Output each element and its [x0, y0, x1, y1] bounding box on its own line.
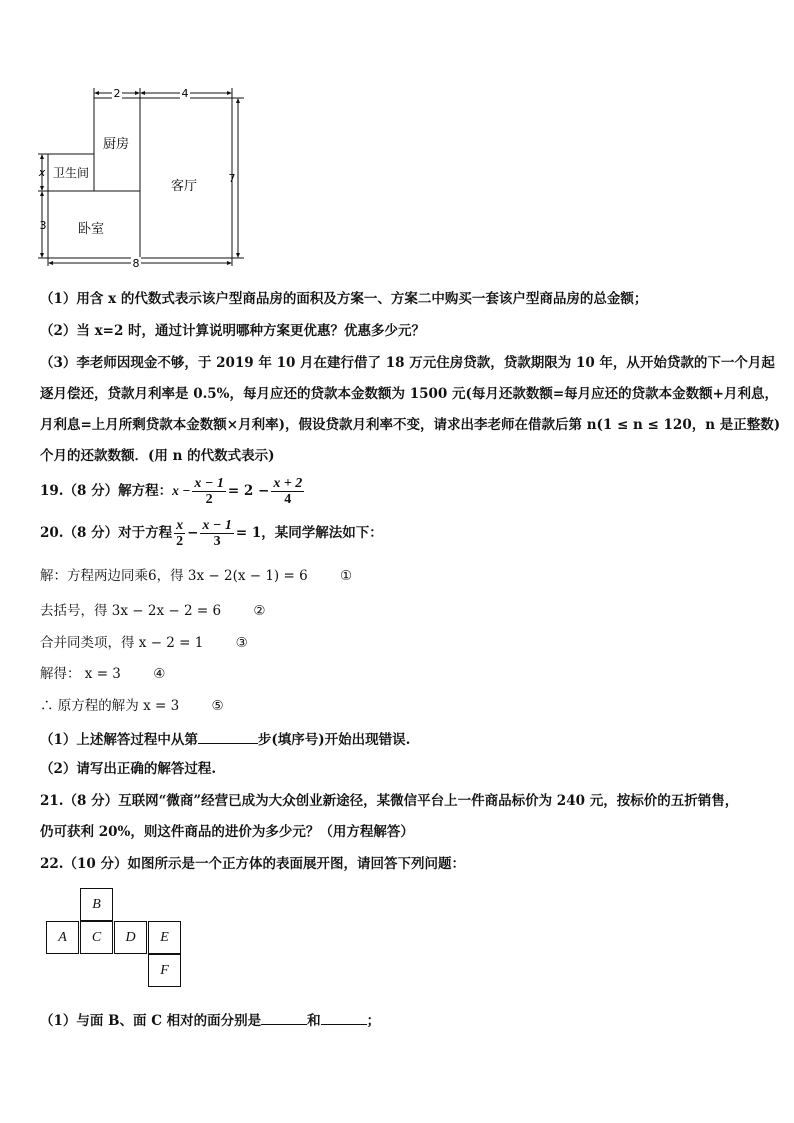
q20-step2-mark: ②: [253, 603, 266, 619]
q19-equals: = 2 −: [227, 483, 270, 499]
q20-step4: [40, 665, 165, 683]
room-label-bedroom: 卧室: [77, 222, 105, 237]
q18-part3-line3: 月利息=上月所剩贷款本金数额×月利率)，假设贷款月利率不变，请求出李老师在借款后第 n(1 ≤ n ≤ 120，n 是正整数): [40, 417, 781, 433]
q20-step3-mark: ③: [235, 635, 248, 651]
q20-fraction-2-den: 3: [213, 533, 221, 549]
net-face-a: A: [46, 921, 79, 954]
q20-fraction-2: [200, 518, 233, 549]
q19-fraction-2: [271, 476, 304, 507]
dim-top-left-label: 2: [113, 87, 121, 100]
q22-part1-text: （1）与面 B、面 C 相对的面分别是: [40, 1013, 262, 1029]
net-face-d: D: [114, 921, 147, 954]
q20-step5-mark: ⑤: [211, 698, 224, 714]
net-face-b: B: [80, 888, 113, 921]
dim-right-label: 7: [228, 172, 236, 185]
q19-heading: 19.（8 分）解方程：: [40, 483, 173, 499]
q22-part1: [40, 1010, 380, 1030]
q19-term-x: x −: [172, 483, 191, 498]
q19-fraction-2-den: 4: [284, 491, 292, 507]
q22-part1-blank-2[interactable]: [321, 1010, 367, 1025]
q19-fraction-1-num: x − 1: [194, 475, 224, 491]
q19-line: [40, 471, 306, 511]
q20-step2-text: 去括号，得 3x − 2x − 2 = 6: [40, 603, 222, 619]
room-label-bathroom: 卫生间: [52, 166, 90, 180]
living-room: [140, 98, 232, 258]
net-face-e: E: [148, 921, 181, 954]
q22-heading: 22.（10 分）如图所示是一个正方体的表面展开图，请回答下列问题：: [40, 856, 465, 872]
net-face-f: F: [148, 954, 181, 987]
q20-part1-text-a: （1）上述解答过程中从第: [40, 732, 198, 748]
q20-part1-blank[interactable]: [198, 729, 258, 744]
q18-part3-line1: （3）李老师因现金不够，于 2019 年 10 月在建行借了 18 万元住房贷款，贷款期限为 10 年，从开始贷款的下一个月起: [40, 355, 775, 371]
q20-part1-text-b: 步(填序号)开始出现错误.: [257, 732, 411, 748]
q20-part2: （2）请写出正确的解答过程.: [40, 761, 217, 777]
q20-step1-mark: ①: [339, 568, 353, 584]
q22-part1-blank-1[interactable]: [261, 1010, 307, 1025]
q19-fraction-1: [192, 476, 225, 507]
q20-part1: [40, 729, 410, 749]
q20-step5: [40, 697, 224, 715]
q20-heading: 20.（8 分）对于方程: [40, 525, 173, 541]
q21-line2: 仍可获利 20%，则这件商品的进价为多少元？（用方程解答）: [40, 824, 414, 840]
q19-fraction-1-den: 2: [205, 491, 213, 507]
q18-part1: （1）用含 x 的代数式表示该户型商品房的面积及方案一、方案二中购买一套该户型商品房的总金额；: [40, 291, 648, 307]
q20-step5-text: ∴ 原方程的解为 x = 3: [40, 698, 180, 714]
q20-step1-text: 解：方程两边同乘6，得 3x − 2(x − 1) = 6: [40, 568, 308, 584]
q20-fraction-2-num: x − 1: [202, 517, 232, 533]
q22-part1-and: 和: [307, 1013, 321, 1029]
q18-part2: （2）当 x=2 时，通过计算说明哪种方案更优惠？优惠多少元？: [40, 323, 426, 339]
q20-line: [40, 513, 383, 553]
dim-bottom-label: 8: [132, 257, 140, 270]
q20-fraction-1-den: 2: [176, 533, 184, 549]
q18-part3-line2: 逐月偿还，贷款月利率是 0.5%，每月应还的贷款本金数额为 1500 元(每月还款数额=每月应还的贷款本金数额+月利息，: [40, 386, 778, 402]
dim-left-x-label: x: [38, 166, 46, 179]
q20-step1: [40, 567, 352, 585]
q20-step3: [40, 634, 248, 652]
q20-minus: −: [187, 525, 199, 541]
q21-line1: 21.（8 分）互联网“微商”经营已成为大众创业新途径，某微信平台上一件商品标价为 240 元，按标价的五折销售，: [40, 793, 739, 809]
q22-part1-end: ；: [366, 1013, 381, 1029]
q20-equals-text: = 1，某同学解法如下：: [235, 525, 383, 541]
net-face-c: C: [80, 921, 113, 954]
floorplan-figure: [34, 84, 254, 274]
q20-fraction-1: [174, 518, 185, 549]
q20-step2: [40, 602, 265, 620]
q19-fraction-2-num: x + 2: [273, 475, 303, 491]
dim-left-3-label: 3: [39, 219, 47, 232]
room-label-living: 客厅: [170, 179, 198, 194]
q20-fraction-1-num: x: [176, 517, 184, 533]
room-label-kitchen: 厨房: [102, 137, 130, 152]
q20-step4-mark: ④: [153, 666, 166, 682]
q18-part3-line4: 个月的还款数额．(用 n 的代数式表示): [40, 448, 275, 464]
dim-top-right-label: 4: [181, 87, 189, 100]
q20-step3-text: 合并同类项，得 x − 2 = 1: [40, 635, 204, 651]
q20-step4-text: 解得： x = 3: [40, 666, 121, 682]
cube-net-figure: [46, 888, 182, 990]
